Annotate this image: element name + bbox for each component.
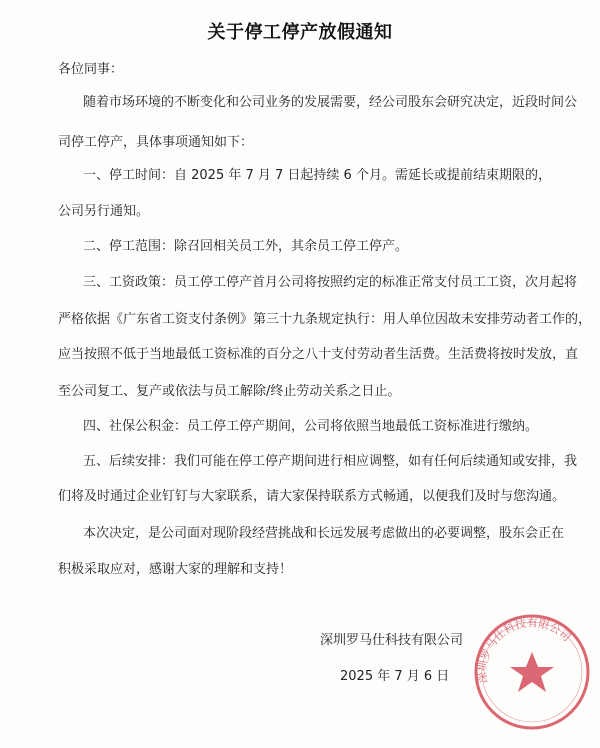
signature-company: 深圳罗马仕科技有限公司 <box>320 633 464 648</box>
intro-line-1: 随着市场环境的不断变化和公司业务的发展需要，经公司股东会研究决定，近段时间公 <box>83 95 578 110</box>
salutation: 各位同事： <box>58 62 124 77</box>
item-5-line-1: 五、后续安排：我们可能在停工停产期间进行相应调整，如有任何后续通知或安排，我 <box>83 454 578 469</box>
item-3-line-1: 三、工资政策：员工停工停产首月公司将按照约定的标准正常支付员工工资，次月起将 <box>83 275 578 290</box>
star-icon <box>510 652 554 692</box>
svg-text:深圳罗马仕科技有限公司: 深圳罗马仕科技有限公司 <box>475 616 574 684</box>
item-5-line-2: 们将及时通过企业钉钉与大家联系，请大家保持联系方式畅通，以便我们及时与您沟通。 <box>58 489 566 504</box>
item-2: 二、停工范围：除召回相关员工外，其余员工停工停产。 <box>83 239 409 254</box>
closing-line-2: 积极采取应对，感谢大家的理解和支持！ <box>58 562 293 577</box>
item-3-line-4: 至公司复工、复产或依法与员工解除/终止劳动关系之日止。 <box>58 384 401 399</box>
item-1-line-2: 公司另行通知。 <box>58 204 150 219</box>
document-title: 关于停工停产放假通知 <box>207 22 393 43</box>
company-seal-stamp <box>472 612 592 732</box>
item-3-line-3: 应当按照不低于当地最低工资标准的百分之八十支付劳动者生活费。生活费将按时发放，直 <box>58 347 579 362</box>
closing-line-1: 本次决定，是公司面对现阶段经营挑战和长远发展考虑做出的必要调整，股东会正在 <box>83 526 565 541</box>
signature-date: 2025 年 7 月 6 日 <box>340 669 450 684</box>
item-1-line-1: 一、停工时间：自 2025 年 7 月 7 日起持续 6 个月。需延长或提前结束期限的， <box>83 168 551 183</box>
item-3-line-2: 严格依据《广东省工资支付条例》第三十九条规定执行：用人单位因故未安排劳动者工作的， <box>58 312 592 327</box>
intro-line-2: 司停工停产，具体事项通知如下： <box>58 135 254 150</box>
item-4: 四、社保公积金：员工停工停产期间，公司将依照当地最低工资标准进行缴纳。 <box>83 419 539 434</box>
